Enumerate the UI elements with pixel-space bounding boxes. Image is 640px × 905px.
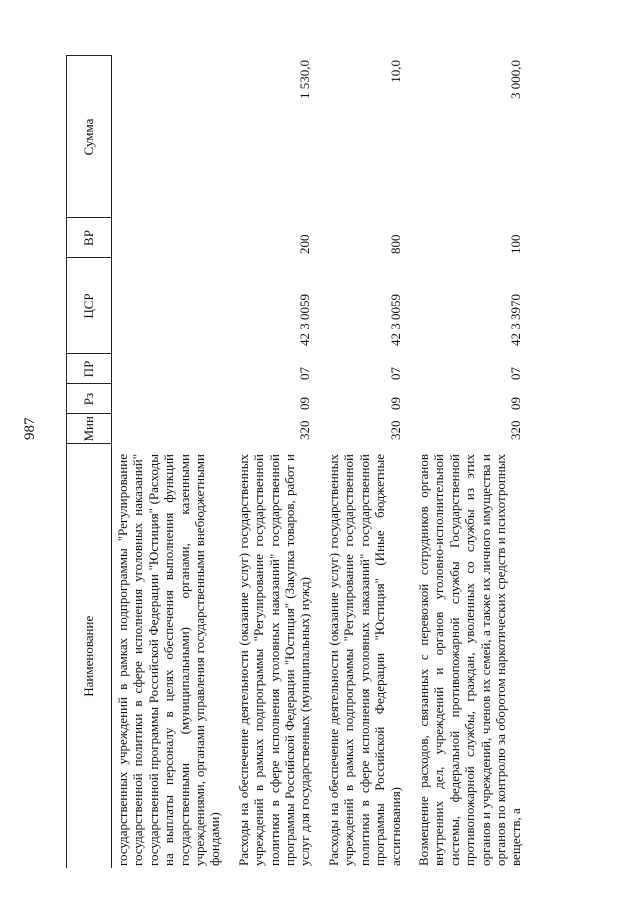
row-sum: 1 530,0 [297,60,313,99]
table-row [321,56,411,868]
row-name: Расходы на обеспечение деятельности (оказание услуг) государственных учреждений в рамках подпрограммы "Регулирование государственной политики в сфере исполнения уголовных наказаний" государственной программы Российской Федерации "Юстиция" (Закупка товаров, работ и услуг для государственных (муниципальных) нужд) [235,454,313,866]
row-pr: 07 [297,367,313,380]
row-min: 320 [508,420,524,440]
page-number: 987 [22,417,38,440]
rotated-table-container [66,56,602,868]
row-csr: 42 3 3970 [508,294,524,346]
row-vr: 200 [297,234,313,254]
header-min: Мин [67,414,112,444]
row-rz: 09 [508,397,524,410]
row-min: 320 [297,420,313,440]
header-name: Наименование [67,444,112,868]
row-rz: 09 [387,397,403,410]
row-csr: 42 3 0059 [297,294,313,346]
table-row [231,56,321,868]
header-vr: ВР [67,218,112,258]
table-row [112,56,231,868]
header-row [67,56,112,868]
header-csr: ЦСР [67,258,112,354]
row-csr [112,258,231,354]
table-row [411,56,532,868]
row-vr: 800 [387,234,403,254]
row-min: 320 [387,420,403,440]
table-body [112,56,532,868]
row-vr [112,218,231,258]
row-name: государственных учреждений в рамках подпрограммы "Регулирование государственной политики в сфере исполнения уголовных наказаний" государственной программы Российской Федерации "Юстиция" (Расходы на выплаты персоналу в целях обеспечения выполнения функций государственными (муниципальными) органами, казенными учреждениями, органами управления государственными внебюджетными фондами) [115,454,223,866]
header-rz: Рз [67,384,112,414]
row-pr: 07 [387,367,403,380]
row-sum: 3 000,0 [508,60,524,99]
table-header [67,56,112,868]
budget-table [66,56,532,869]
header-pr: ПР [67,354,112,384]
row-rz: 09 [297,397,313,410]
header-sum: Сумма [67,56,112,218]
row-csr: 42 3 0059 [387,294,403,346]
row-sum: 10,0 [387,60,403,83]
row-sum [112,56,231,218]
row-rz [112,384,231,414]
row-pr: 07 [508,367,524,380]
row-min [112,414,231,444]
row-name: Возмещение расходов, связанных с перевозкой сотрудников органов внутренних дел, учреждений и органов уголовно-исполнительной системы, федеральной противопожарной службы Государственной противопожарной службы, граждан, уволенных со службы из этих органов и учреждений, членов их семей, а также их личного имущества и органов по контролю за оборотом наркотических средств и психотропных веществ, а [415,454,524,866]
row-name: Расходы на обеспечение деятельности (оказание услуг) государственных учреждений в рамках подпрограммы "Регулирование государственной политики в сфере исполнения уголовных наказаний" государственной программы Российской Федерации "Юстиция" (Иные бюджетные ассигнования) [325,454,403,866]
row-vr: 100 [508,234,524,254]
row-pr [112,354,231,384]
